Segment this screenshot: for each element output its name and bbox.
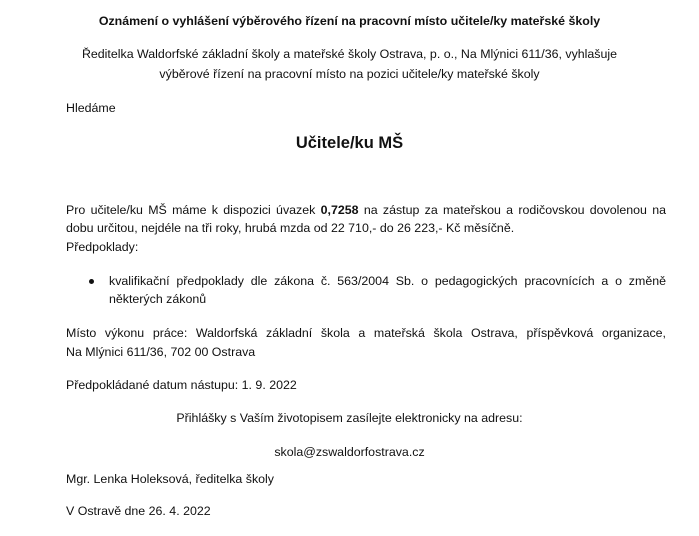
bullet-icon xyxy=(89,279,94,284)
prerequisite-item-line-1: kvalifikační předpoklady dle zákona č. 563/2004 Sb. o pedagogických pracovnících a o změně xyxy=(109,274,666,288)
workplace-line-1: Místo výkonu práce: Waldorfská základní škola a mateřská škola Ostrava, příspěvková organizace, xyxy=(66,326,666,340)
position-heading: Učitele/ku MŠ xyxy=(295,134,404,152)
document-title: Oznámení o vyhlášení výběrového řízení na pracovní místo učitele/ky mateřské školy xyxy=(98,14,601,28)
start-date: Předpokládané datum nástupu: 1. 9. 2022 xyxy=(66,378,297,392)
seeking-label: Hledáme xyxy=(66,101,116,115)
prerequisite-item-line-2: některých zákonů xyxy=(109,292,207,306)
workplace-line-2: Na Mlýnici 611/36, 702 00 Ostrava xyxy=(66,345,256,359)
workload-line-1 xyxy=(66,201,666,219)
application-instructions: Přihlášky s Vaším životopisem zasílejte elektronicky na adresu: xyxy=(176,411,523,425)
workload-text-before: Pro učitele/ku MŠ máme k dispozici úvazek xyxy=(66,203,316,217)
email-address: skola@zswaldorfostrava.cz xyxy=(274,445,425,459)
prerequisites-label: Předpoklady: xyxy=(66,240,139,254)
signature: Mgr. Lenka Holeksová, ředitelka školy xyxy=(66,472,274,486)
intro-line-1: Ředitelka Waldorfské základní školy a mateřské školy Ostrava, p. o., Na Mlýnici 611/36, vyhlašuje xyxy=(81,47,618,61)
workload-line-2: dobu určitou, nejdéle na tři roky, hrubá mzda od 22 710,- do 26 223,- Kč měsíčně. xyxy=(66,221,515,235)
workload-value: 0,7258 xyxy=(320,203,359,217)
place-and-date: V Ostravě dne 26. 4. 2022 xyxy=(66,504,211,518)
intro-line-2: výběrové řízení na pracovní místo na pozici učitele/ky mateřské školy xyxy=(159,67,540,81)
workload-text-after: na zástup za mateřskou a rodičovskou dovolenou na xyxy=(363,203,667,217)
